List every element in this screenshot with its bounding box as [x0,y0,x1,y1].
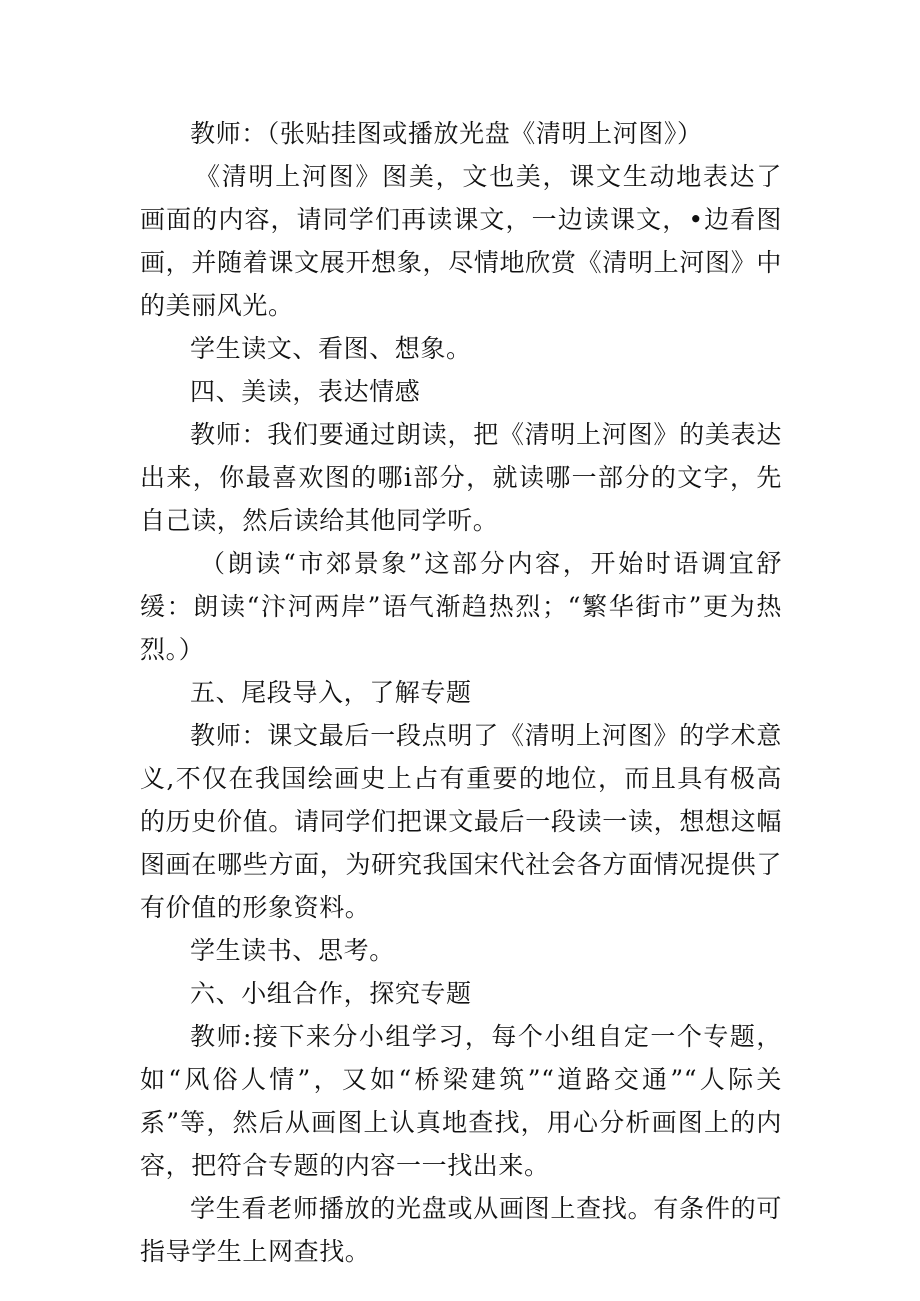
paragraph-teacher-instruction: 教师：（张贴挂图或播放光盘《清明上河图》） [190,119,703,148]
paragraph-student-thinking: 学生读书、思考。 [190,936,395,965]
paragraph-read-aloud: 教师：我们要通过朗读，把《清明上河图》的美表达出来，你最喜欢图的哪i部分，就读哪一部分的文字，先自己读，然后读给其他同学听。 [140,420,782,535]
section-heading-4: 四、美读，表达情感 [190,377,421,406]
section-heading-6: 六、小组合作，探究专题 [190,979,472,1008]
document-body [140,112,782,1273]
paragraph-group-study: 教师:接下来分小组学习，每个小组自定一个专题，如“风俗人情”，又如“桥梁建筑”“道路交通”“人际关系”等，然后从画图上认真地查找，用心分析画图上的内容，把符合专题的内容一一找出来。 [140,1022,782,1180]
paragraph-read-and-imagine: 《清明上河图》图美，文也美，课文生动地表达了画面的内容，请同学们再读课文，一边读课文，•边看图画，并随着课文展开想象，尽情地欣赏《清明上河图》中的美丽风光。 [140,162,782,320]
section-heading-5: 五、尾段导入，了解专题 [190,678,472,707]
paragraph-student-search: 学生看老师播放的光盘或从画图上查找。有条件的可指导学生上网查找。 [140,1194,782,1266]
paragraph-student-activity: 学生读文、看图、想象。 [190,334,472,363]
paragraph-academic-significance: 教师：课文最后一段点明了《清明上河图》的学术意义,不仅在我国绘画史上占有重要的地位，而且具有极高的历史价值。请同学们把课文最后一段读一读，想想这幅图画在哪些方面，为研究我国宋代社会各方面情况提供了有价值的形象资料。 [140,721,782,922]
paragraph-reading-note: （朗读“市郊景象”这部分内容，开始时语调宜舒缓：朗读“汴河两岸”语气渐趋热烈；“繁华街市”更为热烈。） [140,549,782,664]
